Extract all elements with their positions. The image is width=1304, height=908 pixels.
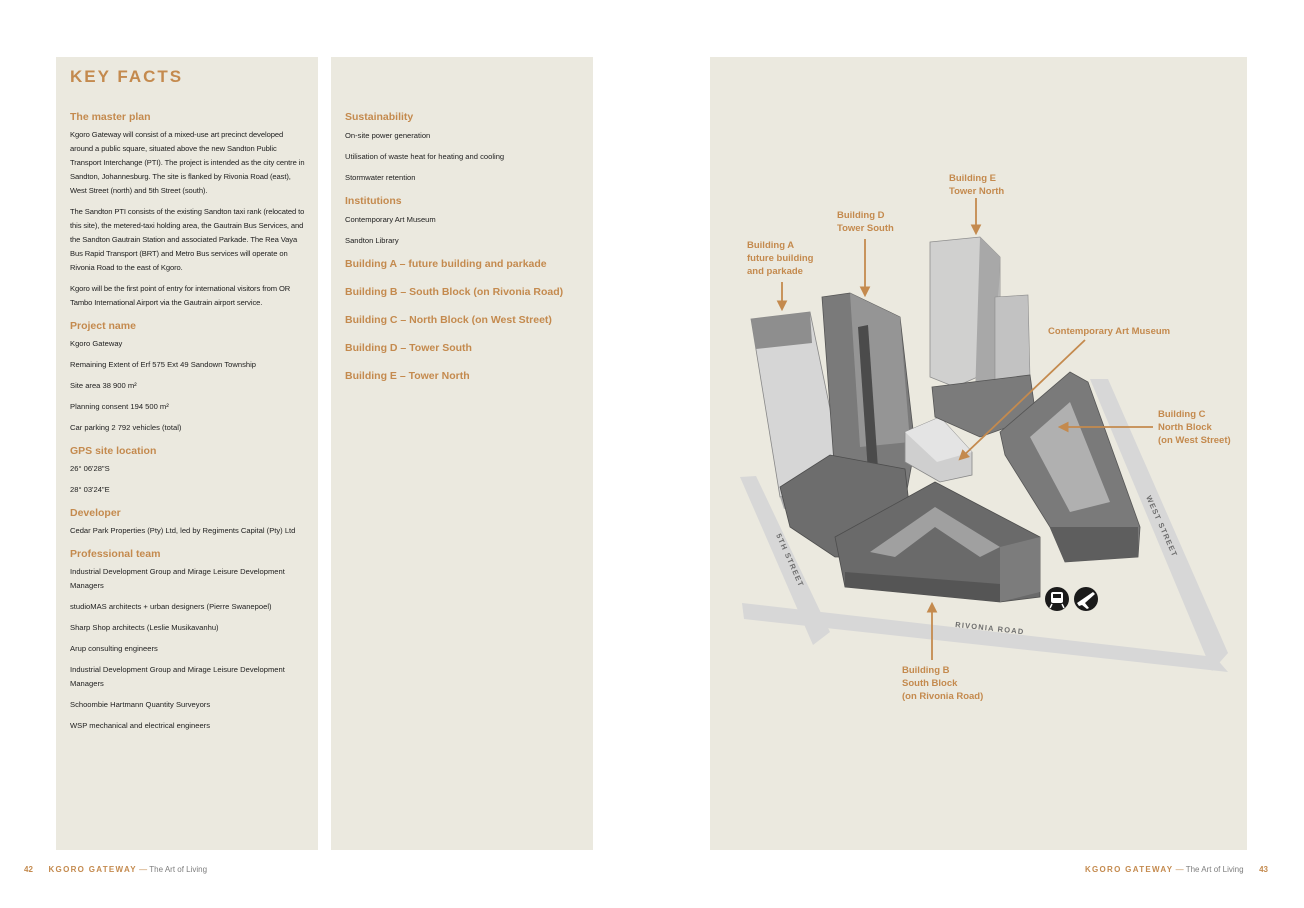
list-item: Schoombie Hartmann Quantity Surveyors [70, 700, 211, 709]
list-item: Planning consent 194 500 m² [70, 402, 169, 411]
developer-section [70, 506, 306, 538]
building-c-label [1158, 409, 1231, 446]
label-line: Building E [949, 173, 996, 184]
buildings [751, 237, 1140, 602]
label-line: Building A [747, 240, 794, 251]
list-item: Site area 38 900 m² [70, 381, 137, 390]
footer-tagline: The Art of Living [1185, 865, 1244, 874]
west-street-label: WEST STREET [1144, 494, 1180, 559]
master-plan-section [70, 110, 306, 310]
label-line: Building D [837, 210, 885, 221]
building-heading: Building B – South Block (on Rivonia Road) [345, 286, 564, 298]
middle-column [345, 110, 581, 397]
list-item: Stormwater retention [345, 173, 416, 182]
building-b-label [902, 665, 983, 702]
footer-right [1085, 864, 1268, 876]
building-heading: Building A – future building and parkade [345, 258, 547, 270]
label-line: future building [747, 253, 814, 264]
gps-section [70, 444, 306, 497]
list-item: Cedar Park Properties (Pty) Ltd, led by Regiments Capital (Pty) Ltd [70, 526, 296, 535]
section-heading: Developer [70, 507, 121, 519]
museum-label: Contemporary Art Museum [1048, 326, 1171, 337]
institutions-section [345, 194, 581, 248]
label-line: Building C [1158, 409, 1206, 420]
footer-brand: KGORO GATEWAY [1084, 865, 1174, 874]
master-plan-paragraph: Kgoro Gateway will consist of a mixed-use art precinct developed around a public square, situated above the new Sandton Public Transport Interchange (PTI). The project is intended as the city centre in Sandton, Johannesburg. The site is flanked by Rivonia Road (east), West Street (north) and 5th Street (south). [70, 130, 305, 195]
building-b [780, 455, 1040, 602]
master-plan-paragraph: Kgoro will be the first point of entry for international visitors from OR Tambo International Airport via the Gautrain airport service. [70, 284, 291, 307]
list-item: Sharp Shop architects (Leslie Musikavanhu) [70, 623, 219, 632]
footer-tagline: The Art of Living [149, 865, 208, 874]
list-item: Remaining Extent of Erf 575 Ext 49 Sandown Township [70, 360, 257, 369]
transit-icons [1045, 587, 1098, 611]
section-heading: Institutions [345, 195, 402, 207]
section-heading: Sustainability [345, 111, 414, 123]
list-item: WSP mechanical and electrical engineers [70, 721, 210, 730]
site-map [710, 57, 1247, 850]
label-line: and parkade [747, 266, 803, 277]
page-number: 42 [24, 865, 33, 874]
section-heading: GPS site location [70, 445, 157, 457]
list-item: Kgoro Gateway [70, 339, 123, 348]
list-item: Industrial Development Group and Mirage Leisure Development Managers [70, 665, 285, 688]
train-icon [1045, 587, 1069, 611]
buildings-list [345, 257, 581, 383]
sustainability-section [345, 110, 581, 185]
list-item: Industrial Development Group and Mirage Leisure Development Managers [70, 567, 285, 590]
list-item: Car parking 2 792 vehicles (total) [70, 423, 182, 432]
gps-latitude: 26° 06'28"S [70, 464, 110, 473]
building-heading: Building C – North Block (on West Street) [345, 314, 552, 326]
fifth-street-label: 5TH STREET [774, 532, 806, 589]
label-line: Building B [902, 665, 950, 676]
gps-longitude: 28° 03'24"E [70, 485, 110, 494]
list-item: Sandton Library [345, 236, 399, 245]
building-a-label [747, 240, 816, 277]
label-line: South Block [902, 678, 958, 689]
list-item: On-site power generation [345, 131, 431, 140]
footer-brand: KGORO GATEWAY [48, 865, 137, 874]
building-e-label [949, 173, 1004, 197]
airplane-icon [1074, 587, 1098, 611]
label-line: Tower North [949, 186, 1005, 197]
building-e [930, 237, 1036, 437]
list-item: Contemporary Art Museum [345, 215, 436, 224]
footer-left [24, 864, 207, 876]
building-heading: Building D – Tower South [345, 342, 472, 354]
project-name-section [70, 319, 306, 435]
label-line: (on Rivonia Road) [902, 691, 984, 702]
building-d-label [837, 210, 894, 234]
footer-dash: — [1175, 865, 1184, 874]
list-item: Arup consulting engineers [70, 644, 158, 653]
rivonia-road-label: RIVONIA ROAD [954, 620, 1025, 637]
label-line: North Block [1158, 422, 1212, 433]
label-line: Tower South [837, 223, 894, 234]
label-line: (on West Street) [1158, 435, 1231, 446]
master-plan-paragraph: The Sandton PTI consists of the existing Sandton taxi rank (relocated to this site), the metered-taxi holding area, the Gautrain Bus Services, and the Sandton Gautrain Station and associated Parkade. The Rea Vaya Bus Rapid Transport (BRT) and Metro Bus services will operate on Rivonia Road to the east of Kgoro. [70, 207, 305, 272]
section-heading: The master plan [70, 111, 151, 123]
section-heading: Professional team [70, 548, 161, 560]
list-item: studioMAS architects + urban designers (Pierre Swanepoel) [70, 602, 272, 611]
section-heading: Project name [70, 320, 136, 332]
page-number: 43 [1259, 865, 1268, 874]
professional-team-section [70, 547, 306, 733]
building-heading: Building E – Tower North [345, 370, 470, 382]
footer-dash: — [139, 865, 148, 874]
left-column [70, 110, 306, 742]
page-title: KEY FACTS [70, 67, 184, 86]
list-item: Utilisation of waste heat for heating and cooling [345, 152, 505, 161]
